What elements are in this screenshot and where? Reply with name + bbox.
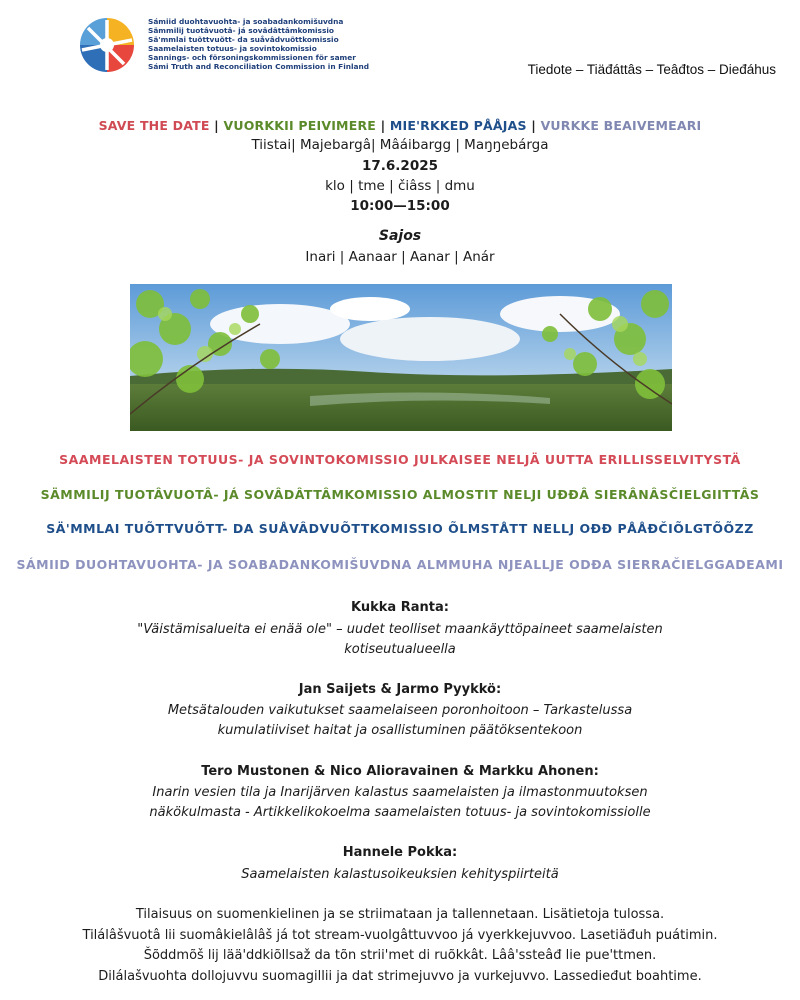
event-place: Inari | Aanaar | Aanar | Anár: [305, 249, 495, 265]
report-author: Tero Mustonen & Nico Alioravainen & Markku Ahonen:: [201, 764, 599, 779]
headline-fi: SAAMELAISTEN TOTUUS- JA SOVINTOKOMISSIO JULKAISEE NELJÄ UUTTA ERILLISSELVITYSTÄ: [59, 452, 741, 467]
save-the-date-smn: VUORKKII PEIVIMERE: [223, 118, 377, 133]
footer-line-smn: Tilálâšvuotâ lii suomâkielâlâš já tot stream-vuolgâttuvvoo já vyerkkejuvvoo. Lasetiäđuh puátimin.: [82, 927, 718, 943]
event-date: 17.6.2025: [361, 158, 438, 174]
org-name-fi: Saamelaisten totuus- ja sovintokomissio: [148, 43, 317, 53]
headline-sme: SÁMIID DUOHTAVUOHTA- JA SOABADANKOMIŠUVDNA ALMMUHA NJEALLJE ODĐA SIERRAČIELGGADEAMI: [16, 557, 784, 572]
save-the-date-sms: MIE'RKKED PÅÅJAS: [389, 118, 527, 133]
footer-notes: [0, 905, 800, 987]
commission-names: [148, 18, 369, 71]
header: [78, 16, 778, 86]
org-name-sms: Sä'mmlai tuõttvuõtt- da suåvâdvuõttkomissio: [148, 34, 339, 44]
weekday: Tiistai| Majebargâ| Mâáibargg | Maŋŋebárga: [251, 137, 549, 153]
footer-line-fi: Tilaisuus on suomenkielinen ja se striimataan ja tallennetaan. Lisätietoja tulossa.: [135, 907, 665, 922]
report-title: "Väistämisalueita ei enää ole" – uudet teolliset maankäyttöpaineet saamelaisten kotiseutualueella: [137, 622, 663, 657]
org-name-smn: Sämmilij tuotâvuotâ- já sovâdâttâmkomissio: [148, 25, 334, 35]
org-name-sv: Sannings- och försoningskommissionen för samer: [148, 52, 356, 62]
place-title: Sajos: [378, 228, 422, 244]
report-author: Jan Saijets & Jarmo Pyykkö:: [298, 682, 502, 697]
report-title: Metsätalouden vaikutukset saamelaiseen poronhoitoon – Tarkastelussa kumulatiiviset haitat ja osallistuminen päätöksentekoon: [167, 703, 633, 738]
save-the-date-fi: SAVE THE DATE: [98, 118, 210, 133]
report-title: Saamelaisten kalastusoikeuksien kehityspiirteitä: [241, 867, 559, 882]
headline-smn: SÄMMILIJ TUOTÂVUOTÂ- JÁ SOVÂDÂTTÂMKOMISSIO ALMOSTIT NELJI UĐĐÂ SIERÂNÂSČIELGIITTÂS: [40, 487, 760, 502]
report-author: Kukka Ranta:: [351, 600, 449, 615]
footer-line-sme: Dilálašvuohta dollojuvvu suomagillii ja dat strimejuvvo ja vurkejuvvo. Lassedieđut boahtime.: [98, 968, 702, 984]
report-author: Hannele Pokka:: [342, 845, 458, 860]
time-label: klo | tme | čiâss | dmu: [325, 178, 475, 194]
footer-line-sms: Šõddmõš lij lää'ddkiõllsaž da tõn strii'met di ruõkkât. Lââ'ssteâđ lie pue'ttmen.: [143, 948, 657, 963]
org-name-en: Sámi Truth and Reconciliation Commission in Finland: [148, 61, 370, 71]
headline-sms: SÄ'MMLAI TUÕTTVUÕTT- DA SUÅVÂDVUÕTTKOMISSIO ÕLMSTÅTT NELLJ OĐĐ PÅÅĐČIÕLGTÕÕZZ: [46, 521, 754, 536]
report-title: Inarin vesien tila ja Inarijärven kalastus saamelaisten ja ilmastonmuutoksen näkökulmasta - Artikkelikokoelma saamelaisten totuus- ja sovintokomissiolle: [149, 785, 651, 820]
save-the-date: SAVE THE DATE | VUORKKII PEIVIMERE | MIE'RKKED PÅÅJAS | VURKKE BEAIVEMEARI: [98, 118, 702, 133]
landscape-photo: [130, 284, 672, 431]
press-release-label: Tiedote – Tiäđáttâs – Teâđtos – Dieđáhus: [527, 62, 776, 77]
org-name-sme: Sámiid duohtavuohta- ja soabadankomišuvdna: [148, 17, 344, 26]
save-the-date-sme: VURKKE BEAIVEMEARI: [540, 118, 702, 133]
event-time: 10:00—15:00: [350, 198, 450, 214]
commission-logo: [78, 16, 136, 74]
